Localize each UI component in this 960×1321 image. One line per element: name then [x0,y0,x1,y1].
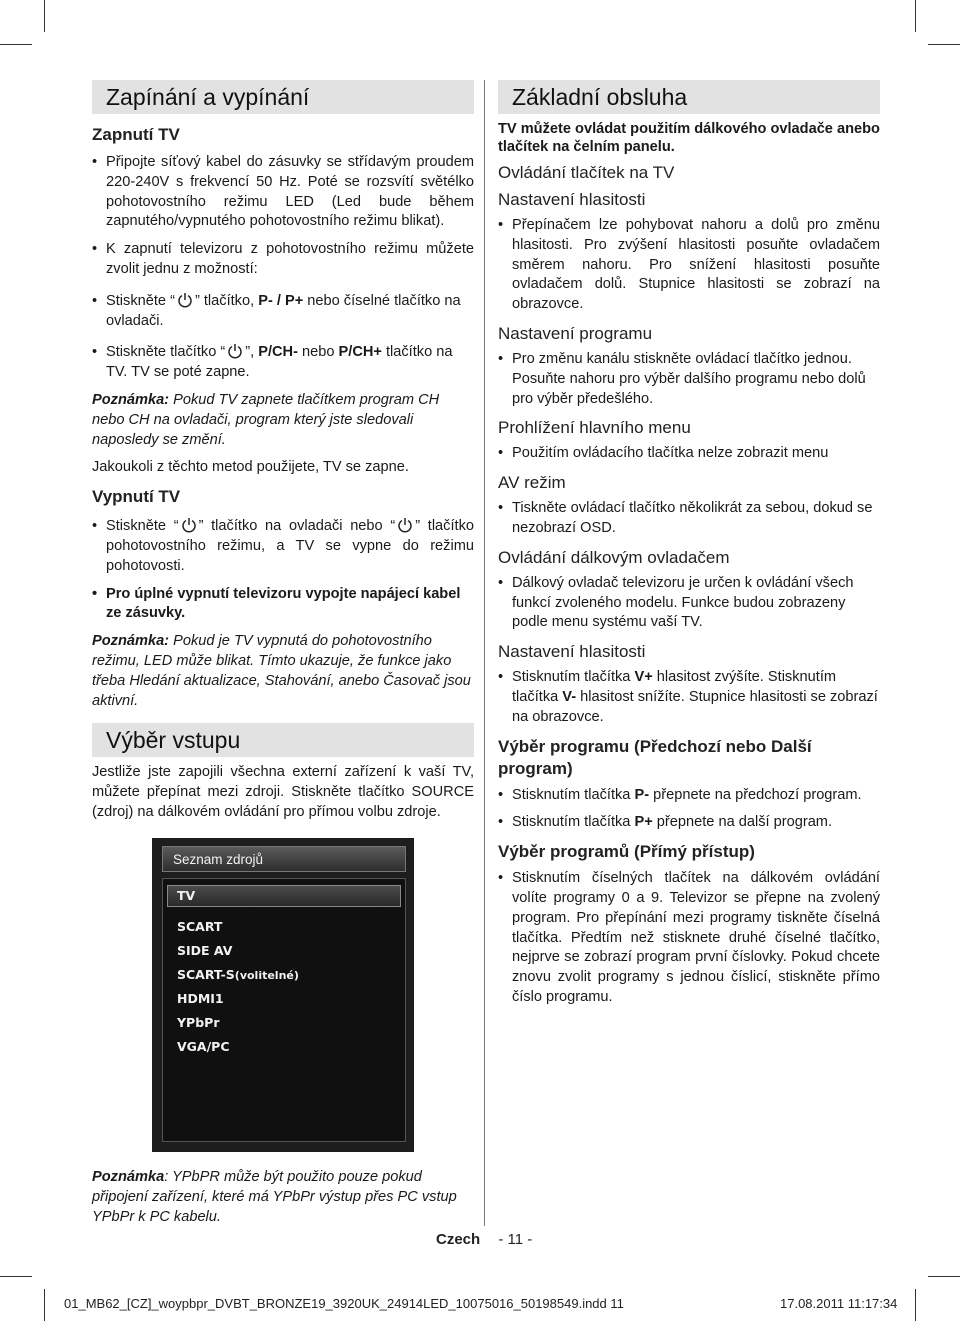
key-label: P/CH- [258,344,298,361]
volume-list [498,216,880,315]
heading-prev-next: Výběr programu (Předchozí nebo Další program) [498,736,812,778]
section-title-basic: Základní obsluha [498,80,880,114]
osd-source-list [162,878,406,1142]
note-text: Pokud je TV vypnutá do pohotovostního režimu, LED může blikat. Tímto ukazuje, že funkce jako třeba Hledání aktualizace, Stahování, anebo Časovač jsou aktivní. [92,633,471,709]
text: Stiskněte “ [106,518,179,535]
osd-item-vga-pc[interactable]: VGA/PC [177,1039,230,1054]
source-list-osd [152,838,414,1152]
list-item: • Připojte síťový kabel do zásuvky se střídavým proudem 220-240V s frekvencí 50 Hz. Poté se rozsvítí světélko pohotovostního režimu LED (Led bude během zapnutého/vypnutého pohotovostního režimu blikat). [92,153,474,232]
key-label: P- [634,786,650,803]
text: nebo číselné tlačítko na ovladači. [106,292,461,329]
heading-tv-off: Vypnutí TV [92,487,181,507]
intro-text: TV můžete ovládat použitím dálkového ovladače anebo tlačítek na čelním panelu. [498,121,880,155]
text: hlasitost snížíte. Stupnice hlasitosti se zobrazí na obrazovce. [512,688,878,725]
file-info: 01_MB62_[CZ]_woypbpr_DVBT_BRONZE19_3920UK_24914LED_10075016_50198549.indd 11 [64,1296,624,1311]
text: ” tlačítko na ovladači nebo “ [198,518,396,535]
osd-item-scart[interactable]: SCART [177,919,223,934]
left-column [92,80,474,831]
crop-mark [915,0,916,32]
key-label: P- / P+ [258,292,304,309]
power-icon [177,292,193,308]
heading-volume: Nastavení hlasitosti [498,190,646,209]
key-label: P+ [634,814,653,831]
osd-selection-highlight [167,885,401,907]
crop-mark [928,1276,960,1277]
list-item: • Pro úplné vypnutí televizoru vypojte napájecí kabel ze zásuvky. [92,585,474,625]
osd-item-scart-s[interactable] [177,967,299,982]
crop-mark [0,1276,32,1277]
list-item: • Dálkový ovladač televizoru je určen k ovládání všech funkcí zvoleného modelu. Funkce budou zobrazeny podle menu systému vaší TV. [498,574,880,633]
any-method-text: Jakoukoli z těchto metod použijete, TV se zapne. [92,459,409,476]
heading-direct-access: Výběr programů (Přímý přístup) [498,842,755,862]
osd-item-ypbpr[interactable]: YPbPr [177,1015,220,1030]
tv-on-list [92,153,474,383]
osd-item-label: SCART-S [177,967,235,982]
right-column [498,80,880,1016]
osd-item-side-av[interactable]: SIDE AV [177,943,233,958]
power-icon [181,517,197,533]
remote-list [498,574,880,633]
heading-tv-on: Zapnutí TV [92,125,180,144]
crop-mark [44,0,45,32]
list-item: • Stisknutím číselných tlačítek na dálkovém ovládání volíte programy 0 a 9. Televizor se přepne na zvolený program. Pro přepínání mezi programy tiskněte číselná tlačítka. Předtím než stisknete druhé číselné tlačítko, nejprve se zobrazí program první číslovky. Pokud chcete znovu zvolit programy s jednou číslicí, stiskněte přímo číslo programu. [498,869,880,1008]
av-list [498,499,880,539]
column-divider [484,80,485,1226]
text: přepnete na další program. [652,814,833,831]
osd-item-hdmi1[interactable]: HDMI1 [177,991,224,1006]
list-item [498,813,880,833]
crop-mark [44,1289,45,1321]
crop-mark [0,44,32,45]
osd-item-tv[interactable]: TV [177,888,196,903]
text: přepnete na předchozí program. [649,786,862,803]
list-item [92,343,474,383]
text: ” tlačítko, [194,292,259,309]
crop-mark [915,1289,916,1321]
heading-remote: Ovládání dálkovým ovladačem [498,547,730,567]
list-item [498,786,880,806]
osd-title: Seznam zdrojů [162,846,406,872]
heading-volume-remote: Nastavení hlasitosti [498,642,646,662]
tv-off-list [92,517,474,624]
text: nebo [297,344,339,361]
section-title-input: Výběr vstupu [92,723,474,757]
list-item: • Použitím ovládacího tlačítka nelze zobrazit menu [498,444,880,464]
list-item: • Tiskněte ovládací tlačítko několikrát za sebou, dokud se nezobrazí OSD. [498,499,880,539]
volume-remote-list [498,668,880,727]
page-number: - 11 - [498,1231,533,1248]
menu-list [498,444,880,464]
note-text: Pokud TV zapnete tlačítkem program CH nebo CH na ovladači, program který jste sledovali naposledy se změní. [92,391,440,448]
key-label: P/CH+ [338,344,382,361]
power-icon [397,517,413,533]
text: ”, [245,344,259,361]
text: tlačítko na TV. TV se poté zapne. [106,344,453,381]
prev-next-list [498,786,880,834]
list-item [92,517,474,576]
text: Stiskněte tlačítko “ [106,344,226,361]
direct-list [498,869,880,1008]
note-label: Poznámka: [92,633,170,650]
program-list [498,350,880,409]
heading-tv-buttons: Ovládání tlačítek na TV [498,163,675,182]
file-date: 17.08.2011 11:17:34 [780,1296,898,1311]
note-ypbpr [92,1168,474,1227]
heading-av-mode: AV režim [498,473,566,493]
section-title-power: Zapínání a vypínání [92,80,474,114]
input-text: Jestliže jste zapojili všechna externí zařízení k vaší TV, můžete přepínat mezi zdroji. Stiskněte tlačítko SOURCE (zdroj) na dálkovém ovládání pro přímou volbu zdroje. [92,764,474,820]
key-label: V+ [634,669,653,686]
list-item: • Přepínačem lze pohybovat nahoru a dolů pro změnu hlasitosti. Pro zvýšení hlasitosti posuňte ovladačem směrem nahoru. Pro snížení hlasitosti posuňte ovladačem dolů. Stupnice hlasitosti se zobrazí na obrazovce. [498,216,880,315]
text: hlasitost zvýšíte. Stisknutím tlačítka [512,669,837,705]
note-text: : YPbPR může být použito pouze pokud připojení zařízení, které má YPbPr výstup přes PC vstup YPbPr k PC kabelu. [92,1169,457,1225]
note-label: Poznámka: [92,391,170,408]
note-label: Poznámka [92,1169,165,1185]
osd-item-suffix: (volitelné) [234,969,299,982]
list-item: • Pro změnu kanálu stiskněte ovládací tlačítko jednou. Posuňte nahoru pro výběr dalšího programu nebo dolů pro výběr předešlého. [498,350,880,409]
list-item [92,292,474,332]
footer-language: Czech [436,1231,481,1248]
note-tv-on [92,391,474,450]
text: Stiskněte “ [106,292,175,309]
note-tv-off [92,632,474,711]
text: ” tlačítko pohotovostního režimu, a TV se vypne do režimu pohotovosti. [106,518,474,574]
list-item [498,668,880,727]
text: Stisknutím tlačítka [512,669,635,686]
heading-main-menu: Prohlížení hlavního menu [498,418,691,438]
page-footer [436,1231,532,1248]
heading-program: Nastavení programu [498,323,653,343]
crop-mark [928,44,960,45]
list-item: • K zapnutí televizoru z pohotovostního režimu můžete zvolit jednu z možností: [92,240,474,280]
text: Stisknutím tlačítka [512,786,635,803]
text: Stisknutím tlačítka [512,814,635,831]
power-icon [227,343,243,359]
key-label: V- [562,688,577,705]
